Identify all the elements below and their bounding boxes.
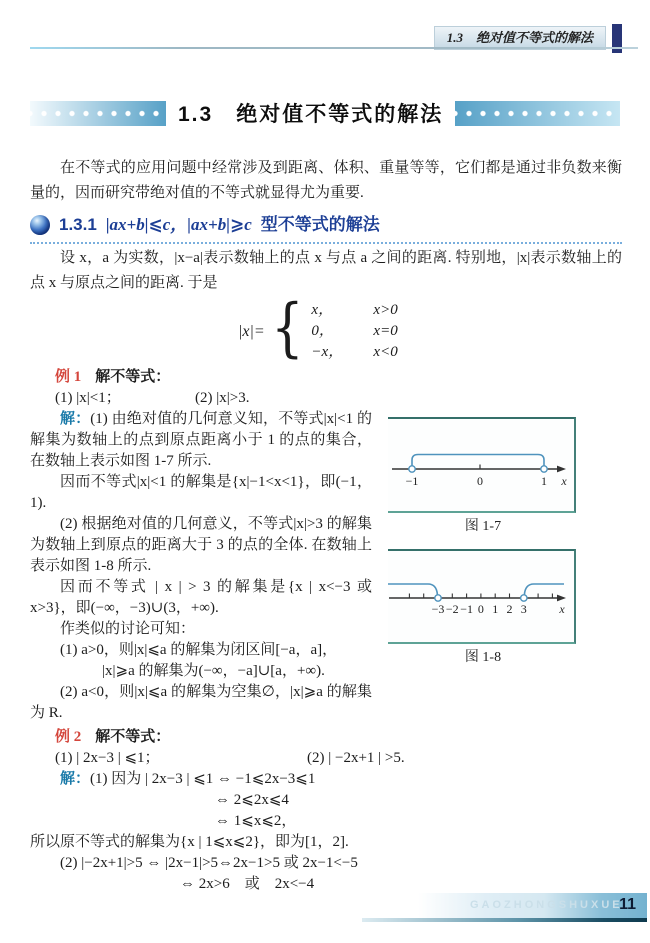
left-ray bbox=[388, 584, 437, 595]
page-number: 11 bbox=[619, 896, 636, 913]
solution1-case1: (1) a>0，则|x|⩽a 的解集为闭区间[−a，a]， bbox=[60, 642, 338, 658]
solution1-case2: (2) a<0，则|x|⩽a 的解集为空集∅，|x|⩾a 的解集为 R. bbox=[30, 684, 372, 721]
example1-item2: (2) |x|>3. bbox=[195, 390, 250, 406]
solution1-p3: (2) 根据绝对值的几何意义，不等式|x|>3 的解集为数轴上到原点的距离大于 3 的点的全体. 在数轴上表示如图 1-8 所示. bbox=[30, 516, 372, 574]
page-title: 1.3 绝对值不等式的解法 bbox=[178, 103, 444, 126]
piecewise-lhs: |x|= bbox=[238, 322, 265, 340]
footer-watermark: GAOZHONGSHUXUE bbox=[470, 899, 623, 911]
solution2-block bbox=[30, 769, 622, 895]
footer-bar bbox=[418, 893, 647, 918]
solution2-l6: ⇔ 2x>6 或 2x<−4 bbox=[180, 876, 315, 892]
solution2-l4: 所以原不等式的解集为{x | 1⩽x⩽2}，即为[1，2]. bbox=[30, 834, 349, 850]
brace-glyph: { bbox=[270, 291, 304, 365]
section-math: |ax+b|⩽c，|ax+b|⩾c bbox=[105, 215, 252, 234]
axis-arrow bbox=[557, 466, 566, 473]
axis-label: x bbox=[561, 474, 567, 488]
figures-column bbox=[378, 417, 622, 680]
header-rule bbox=[30, 47, 638, 49]
piecewise-value: 0， bbox=[311, 322, 334, 339]
example1-label: 例 1 bbox=[55, 369, 82, 385]
tick-label: 1 bbox=[492, 602, 499, 616]
solution1-p4: 因而不等式 | x | > 3 的解集是{x | x<−3 或 x>3}，即(−∞，−3)∪(3，+∞). bbox=[30, 579, 372, 616]
solution1-block bbox=[30, 409, 622, 724]
running-header-text: 1.3 绝对值不等式的解法 bbox=[446, 30, 593, 45]
axis-arrow bbox=[557, 595, 566, 602]
example2-items bbox=[55, 748, 622, 769]
solution2-l2: ⇔ 2⩽2x⩽4 bbox=[215, 792, 289, 808]
tick-label: 0 bbox=[477, 474, 483, 488]
intro-paragraph: 在不等式的应用问题中经常涉及到距离、体积、重量等等，它们都是通过非负数来衡量的，因而研究带绝对值的不等式就显得尤为重要. bbox=[30, 160, 622, 201]
piecewise-condition: x=0 bbox=[373, 322, 398, 339]
banner-dotted-bar-right bbox=[455, 101, 620, 126]
piecewise-row bbox=[311, 300, 397, 321]
solution1-p5: 作类似的讨论可知： bbox=[60, 621, 196, 637]
open-circle-neg3 bbox=[435, 595, 441, 601]
banner-dotted-bar-left bbox=[30, 101, 166, 126]
solution-label: 解： bbox=[60, 771, 91, 787]
section-number: 1.3.1 bbox=[59, 215, 97, 234]
example2-item1: (1) | 2x−3 | ⩽1； bbox=[55, 750, 160, 766]
footer-rule bbox=[362, 918, 647, 922]
piecewise-condition: x<0 bbox=[373, 343, 398, 360]
setup-paragraph: 设 x，a 为实数，|x−a|表示数轴上的点 x 与点 a 之间的距离. 特别地，|x|表示数轴上的点 x 与原点之间的距离. 于是 bbox=[30, 250, 622, 291]
example2-item2: (2) | −2x+1 | >5. bbox=[307, 750, 405, 766]
solution1-case1b: |x|⩾a 的解集为(−∞，−a]∪[a，+∞). bbox=[102, 663, 325, 679]
tick-label: 0 bbox=[477, 602, 484, 616]
figure-1-7-caption: 图 1-7 bbox=[464, 519, 502, 534]
solution1-p1-text: (1) 由绝对值的几何意义知，不等式|x|<1 的解集为数轴上的点到原点距离小于 1 的点的集合，在数轴上表示如图 1-7 所示. bbox=[30, 411, 372, 469]
sphere-bullet-icon bbox=[30, 215, 50, 235]
piecewise-value: −x， bbox=[311, 343, 344, 360]
figure-1-8-caption: 图 1-8 bbox=[464, 650, 502, 665]
tick-label: −3 bbox=[431, 602, 445, 616]
solution2-l1-text: (1) 因为 | 2x−3 | ⩽1 ⇔ −1⩽2x−3⩽1 bbox=[90, 771, 316, 787]
example1-item1: (1) |x|<1； bbox=[55, 390, 121, 406]
solution2-l1 bbox=[30, 769, 622, 790]
example2-label: 例 2 bbox=[55, 729, 82, 745]
figure-1-7 bbox=[388, 417, 576, 513]
piecewise-value: x， bbox=[311, 301, 334, 318]
piecewise-row bbox=[311, 342, 397, 363]
piecewise-formula bbox=[238, 291, 622, 365]
tick-label: 1 bbox=[541, 474, 547, 488]
solution1-p2: 因而不等式|x|<1 的解集是{x|−1<x<1}，即(−1，1). bbox=[30, 474, 372, 511]
example1-heading bbox=[55, 367, 622, 388]
title-banner bbox=[30, 97, 620, 129]
open-circle-neg1 bbox=[409, 466, 415, 472]
figure-1-8 bbox=[388, 549, 576, 644]
piecewise-condition: x>0 bbox=[373, 301, 398, 318]
solution-label: 解： bbox=[60, 411, 91, 427]
open-circle-3 bbox=[521, 595, 527, 601]
section-heading bbox=[30, 214, 622, 244]
solution2-l5: (2) |−2x+1|>5 ⇔ |2x−1|>5⇔2x−1>5 或 2x−1<−5 bbox=[60, 855, 358, 871]
example2-heading bbox=[55, 727, 622, 748]
number-line-figure-1-8 bbox=[388, 551, 574, 635]
axis-label: x bbox=[559, 602, 565, 616]
tick-label: 3 bbox=[520, 602, 527, 616]
number-line-figure-1-7 bbox=[388, 419, 574, 504]
open-circle-1 bbox=[541, 466, 547, 472]
piecewise-row bbox=[311, 321, 397, 342]
example1-title: 解不等式： bbox=[95, 369, 171, 385]
tick-label: 2 bbox=[506, 602, 513, 616]
right-ray bbox=[524, 584, 564, 595]
tick-label: −2 bbox=[445, 602, 459, 616]
interval-arc bbox=[412, 455, 544, 467]
section-title: 型不等式的解法 bbox=[260, 215, 380, 234]
solution2-l3: ⇔ 1⩽x⩽2， bbox=[215, 813, 297, 829]
example1-items bbox=[55, 388, 622, 409]
tick-label: −1 bbox=[460, 602, 473, 616]
piecewise-rows bbox=[311, 300, 397, 363]
page-content bbox=[30, 156, 622, 895]
example2-title: 解不等式： bbox=[95, 729, 171, 745]
tick-label: −1 bbox=[405, 474, 419, 488]
